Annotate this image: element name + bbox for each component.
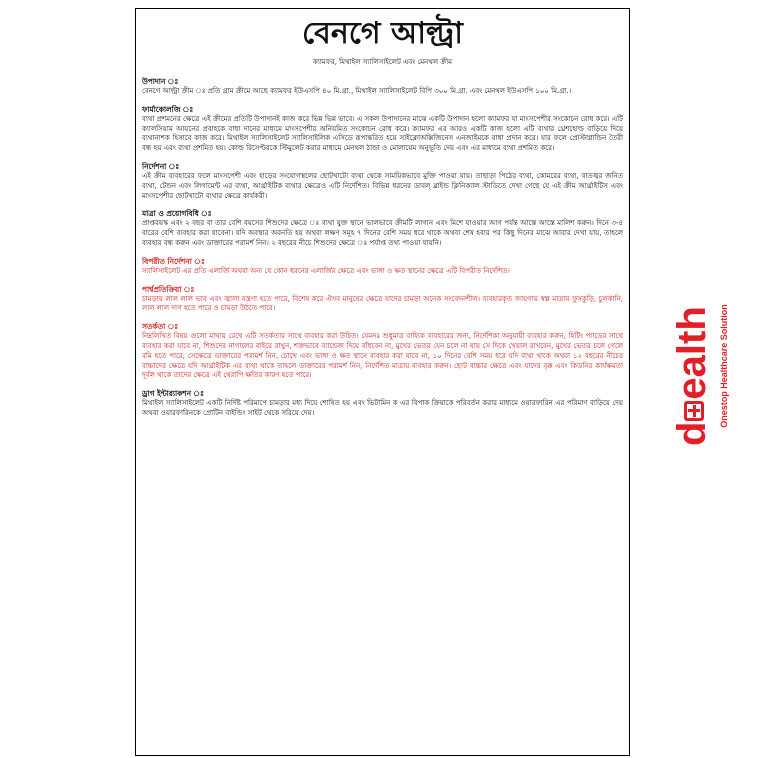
logo-prefix: d bbox=[670, 421, 714, 446]
document-title: বেনগে আল্ট্রা bbox=[302, 16, 463, 51]
section-body: বেনগে আল্ট্রা ক্রীম ঃ প্রতি গ্রাম ক্রীমে আছে ক্যামফর ইউএসপি ৪০ মি.গ্রা., মিথাইল স্যালিসাইলেট বিপি ৩০০ মি.গ্রা. এবং মেনথল ইউএসপি ১০০ মি.গ্রা.। bbox=[142, 87, 572, 95]
section-heading: পার্শ্বপ্রতিক্রিয়া ঃ bbox=[142, 284, 195, 294]
section-body: প্রাপ্তবয়স্ক এবং ২ বছর বা তার বেশি বয়সের শিশুদের ক্ষেত্রে ঃ ব্যথা যুক্ত স্থানে ভালভাবে ক্রীমটি লাগান এবং মিশে যাওয়ার আগ পর্যন্ত আস্তে আস্তে মালিশ করুন। দিনে ৩-৪ বারের বেশি ব্যবহার করা যাবেনা। যদি অবস্থার অবনতি হয় অথবা লক্ষণ সমূহ ৭ দিনের বেশি সময় ধরে থাকে অথবা শেষ হবার পর কিছু দিনের মাঝে আবার দেখা যায়, তাহলে ব্যবহার বন্ধ করুন এবং ডাক্তারের পরামর্শ নিন। ২ বছরের নীচে শিশুদের ক্ষেত্রে ঃ পর্যাপ্ত তথ্য পাওয়া যায়নি। bbox=[142, 219, 623, 247]
section-body: স্যালিসাইলেট এর প্রতি এলার্জি অথবা অন্য যে কোন ধরনের এলার্জির ক্ষেত্রে এবং ভাঙ্গা ও ক্ষত স্থানের ক্ষেত্রে এটি বিপরীত নির্দেশিত। bbox=[142, 266, 510, 275]
section-side-effects bbox=[142, 285, 623, 315]
section-precautions bbox=[142, 322, 623, 381]
document-page bbox=[135, 8, 630, 756]
section-heading: মাত্রা ও প্রয়োগবিধি ঃ bbox=[142, 209, 212, 219]
section-dosage bbox=[142, 209, 623, 248]
section-body: এই ক্রীম ব্যবহারের ফলে মাংসপেশী এবং হাড়ের সংযোগস্থলের ছোটখাটো ব্যথা থেকে সাময়িকভাবে মুক্তি পাওয়া যায়। তাছাড়া পিঠের ব্যথা, কোমরের ব্যথা, বাতজ্বর জনিত ব্যথা, টেন্ডন এবং লিগামেন্ট এর ব্যথা, আর্থ্রাইটিক ব্যথার ক্ষেত্রেও এটি নির্দেশিত। বিভিন্ন ধরনের ডাবল্ ব্লাইন্ড ক্লিনিক্যাল স্টাডিতে দেখা গেছে যে এই ক্রীম আর্থ্রাইটিস এবং মাংসপেশীর ছোটখাটো ব্যথার ক্ষেত্রে কার্যকরী। bbox=[142, 171, 623, 200]
section-heading: উপাদান ঃ bbox=[142, 77, 179, 86]
logo-wordmark bbox=[670, 286, 714, 446]
section-pharmacology bbox=[142, 105, 623, 154]
section-body: ব্যথা প্রশমনের ক্ষেত্রে এই ক্রীমের প্রতিটি উপাদানই কাজ করে ভিন্ন ভিন্ন ভাবে। এ সকল উপাদানের মাঝে একটি উপাদান হলো ক্যামফর যা মাংসপেশীর সংকোচন রোধ করে। এটি ক্যালসিয়াম আয়নের প্রবাহকে বাধা দানের মাধ্যমে মাংসপেশীর অনিয়মিত সংকোচন রোধ করে। ক্যামফর এর আরও একটি কাজ হলো এটি ব্যথার থ্রেশহোল্ড বাড়িয়ে দিয়ে ব্যথানাশক হিসাবে কাজ করে। মিথাইল স্যালিসাইলেট স্যালিসাইলিক এসিডে রূপান্তরিত হয়ে সাইক্লোঅক্সিজিনেস এনজাইমকে বাধা প্রদান করে। যার ফলে প্রোস্টাগ্লান্ডিন তৈরী বন্ধ হয় এবং ব্যথা প্রশমিত হয়। কোল্ড রিসেপ্টরকে স্টিমুলেট করার মাধ্যমে মেনথল ঠান্ডা ও মোলায়েম অনুভূতি দেয় এবং এর মাধ্যমে ব্যথা প্রশমিত করে। bbox=[142, 114, 623, 153]
dhealth-logo bbox=[670, 286, 735, 446]
section-drug-interaction bbox=[142, 389, 623, 419]
logo-tagline: Onestop Healthcare Solution bbox=[719, 304, 729, 428]
section-heading: ড্রাগ ইন্টার‌্যাকশন ঃ bbox=[142, 389, 204, 399]
section-heading: নির্দেশনা ঃ bbox=[142, 161, 180, 171]
section-heading: বিপরীত নির্দেশনা ঃ bbox=[142, 256, 205, 266]
section-body: নিম্নলিখিত বিষয় গুলো মাথায় রেখে এটি সতর্কতার সাথে ব্যবহার করা উচিত। যেমনঃ শুধুমাত্র বাহ্যিক ব্যবহারের জন্য, নির্দেশিকা অনুযায়ী ব্যবহার করুন, হিটিং প্যাডের সাথে ব্যবহার করা যাবে না, শিশুদের নাগালের বাইরে রাখুন, শক্তভাবে ব্যান্ডেজ দিয়ে বাঁধবেন না, মুখের ভেতর যেন চলে না যায় সে দিকে খেয়াল রাখবেন, মুখের ভেতর চলে গেলে বমি হতে পারে; সেক্ষেত্রে ডাক্তারের পরামর্শ নিন, চোখে এবং ভাঙ্গা ও ক্ষত স্থানে ব্যবহার করা যাবে না, ১০ দিনের বেশি সময় ধরে যদি ব্যথা থাকে অথবা ১২ বছরের নীচের বাচ্চাদের ক্ষেত্রে যদি আর্থ্রাইটিক এর ব্যথা থাকে তাহলে ডাক্তারের পরামর্শ নিন, নির্দেশিত মাত্রায় ব্যবহার করুন। ছোট বাচ্চার ক্ষেত্রে এবং যাদের বৃক্ক এবং কিডনির কার্যক্ষমতা দূর্বল থাকে তাদের ক্ষেত্রে এই থেরাপি ক্ষতির কারণ হতে পারে। bbox=[142, 332, 623, 380]
section-indications bbox=[142, 162, 623, 201]
section-ingredients bbox=[142, 77, 623, 97]
medical-cross-icon bbox=[684, 401, 704, 421]
section-body: চামড়ায় লাল লাল ভাব এবং জ্বালা যন্ত্রণা হতে পারে, বিশেষ করে ঐসব মানুষের ক্ষেত্রে যাদের চামড়া অনেক সংবেদনশীল। ব্যবহারকৃত জায়গায় স্বল্প মাত্রায় ফুসকুড়ি, চুলকানি, লাল লাল দাগ হতে পারে ও চামড়া উঠতে পারে। bbox=[142, 294, 623, 313]
document-subtitle: ক্যামফর, মিথাইল স্যালিসাইলেট এবং মেনথল ক্রীম bbox=[312, 58, 453, 66]
section-heading: সতর্কতা ঃ bbox=[142, 322, 179, 332]
logo-suffix: ealth bbox=[670, 306, 714, 400]
section-contraindications bbox=[142, 257, 623, 277]
section-body: মিথাইল স্যালিসাইলেট একটি নির্দিষ্ট পরিমাণে চামড়ার মধ্য দিয়ে শোষিত হয় এবং ভিটামিন ক এর বিপাক ক্রিয়াকে পরিবর্তন করার মাধ্যমে ওয়ারফারিন এর পরিমাণ বাড়িয়ে দেয় অথবা ওয়ারফারিনকে প্রোটিন বাইন্ডিং সাইট থেকে সরিয়ে দেয়। bbox=[142, 399, 623, 417]
section-heading: ফার্মাকোলজি ঃ bbox=[142, 104, 194, 114]
